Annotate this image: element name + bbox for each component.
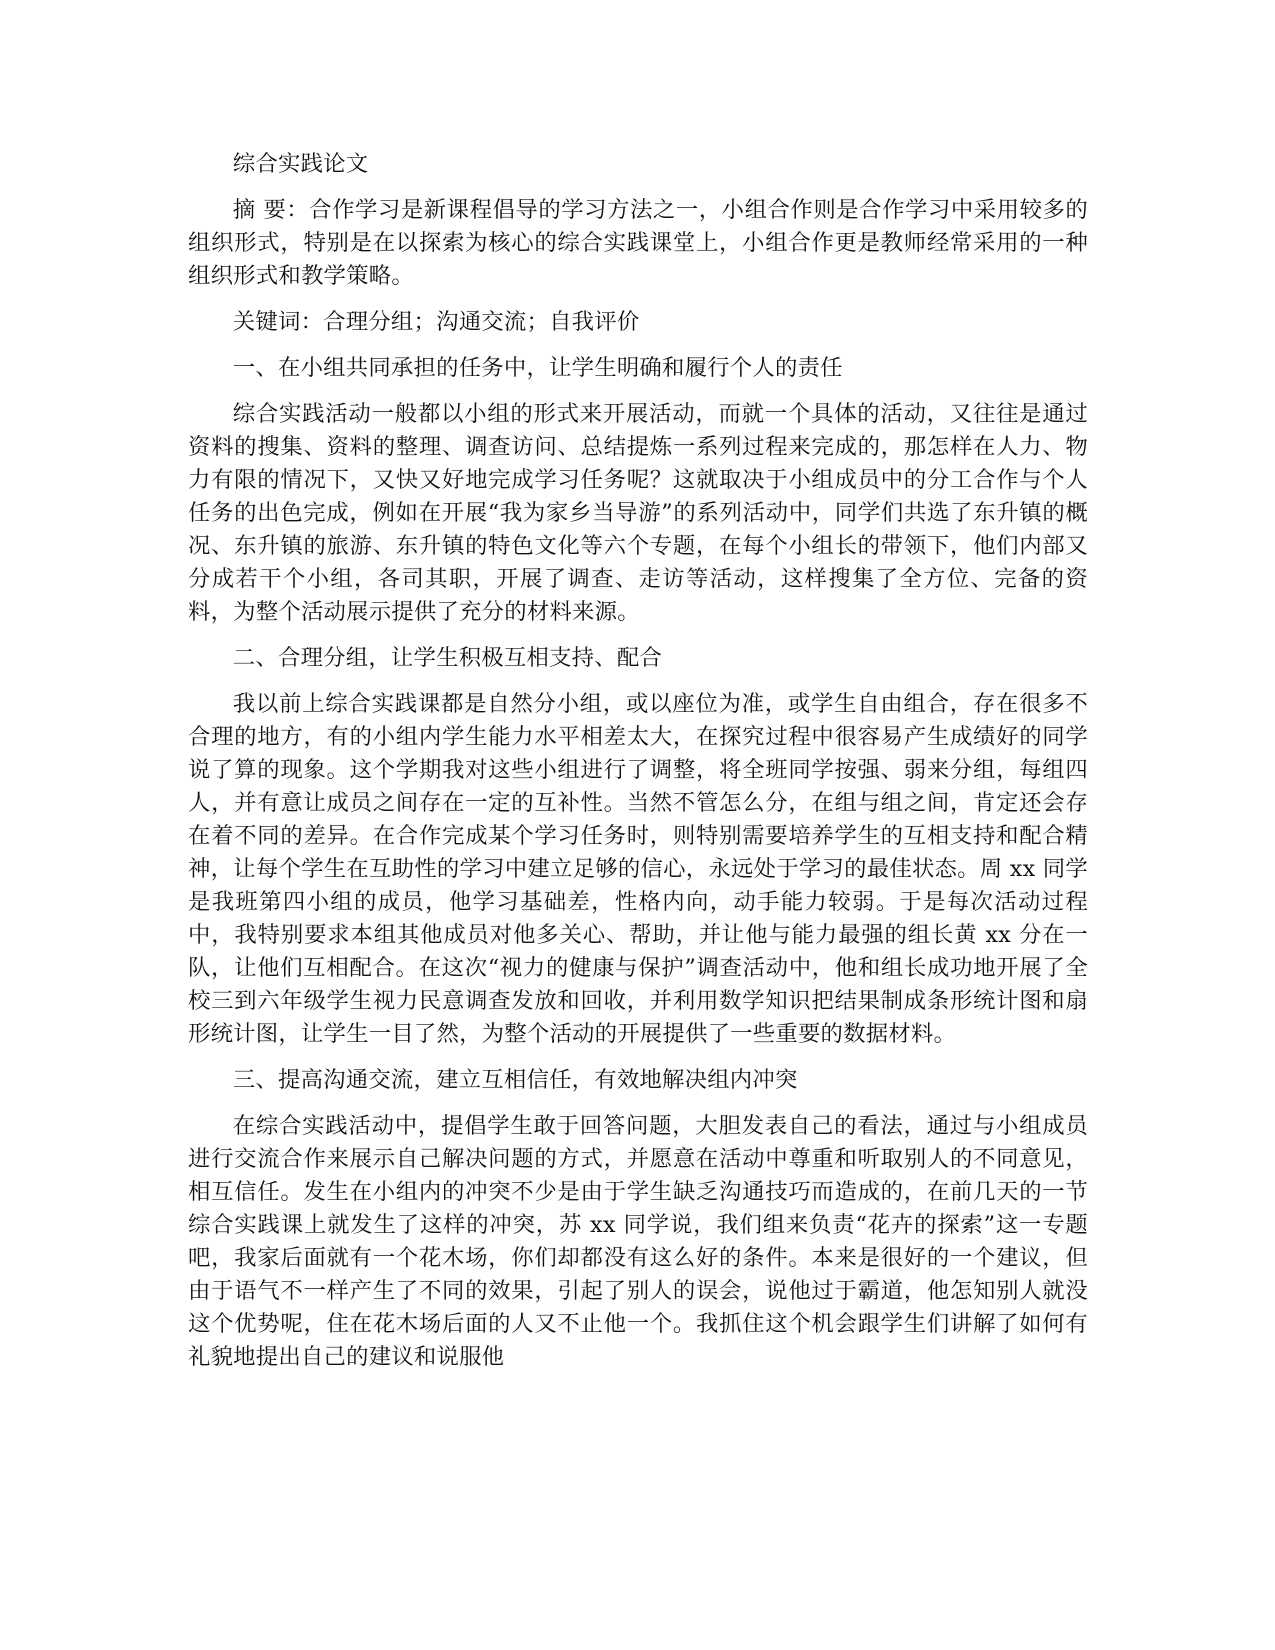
- section-2-heading: 二、合理分组，让学生积极互相支持、配合: [232, 645, 663, 671]
- document-title: 综合实践论文: [232, 151, 369, 177]
- section-2-body: 我以前上综合实践课都是自然分小组，或以座位为准，或学生自由组合，存在很多不合理的地方，有的小组内学生能力水平相差太大，在探究过程中很容易产生成绩好的同学说了算的现象。这个学期我对这些小组进行了调整，将全班同学按强、弱来分组，每组四人，并有意让成员之间存在一定的互补性。当然不管怎么分，在组与组之间，肯定还会存在着不同的差异。在合作完成某个学习任务时，则特别需要培养学生的互相支持和配合精神，让每个学生在互助性的学习中建立足够的信心，永远处于学习的最佳状态。周 xx 同学是我班第四小组的成员，他学习基础差，性格内向，动手能力较弱。于是每次活动过程中，我特别要求本组其他成员对他多关心、帮助，并让他与能力最强的组长黄 xx 分在一队，让他们互相配合。在这次“视力的健康与保护”调查活动中，他和组长成功地开展了全校三到六年级学生视力民意调查发放和回收，并利用数学知识把结果制成条形统计图和扇形统计图，让学生一目了然，为整个活动的开展提供了一些重要的数据材料。: [188, 691, 1088, 1047]
- section-1-heading: 一、在小组共同承担的任务中，让学生明确和履行个人的责任: [232, 355, 843, 381]
- abstract-paragraph: 摘 要：合作学习是新课程倡导的学习方法之一，小组合作则是合作学习中采用较多的组织形式，特别是在以探索为核心的综合实践课堂上，小组合作更是教师经常采用的一种组织形式和教学策略。: [188, 197, 1088, 289]
- section-1-body: 综合实践活动一般都以小组的形式来开展活动，而就一个具体的活动，又往往是通过资料的搜集、资料的整理、调查访问、总结提炼一系列过程来完成的，那怎样在人力、物力有限的情况下，又快又好地完成学习任务呢？这就取决于小组成员中的分工合作与个人任务的出色完成，例如在开展“我为家乡当导游”的系列活动中，同学们共选了东升镇的概况、东升镇的旅游、东升镇的特色文化等六个专题，在每个小组长的带领下，他们内部又分成若干个小组，各司其职，开展了调查、走访等活动，这样搜集了全方位、完备的资料，为整个活动展示提供了充分的材料来源。: [188, 401, 1088, 625]
- document-body: [188, 148, 1088, 1374]
- section-3-body: 在综合实践活动中，提倡学生敢于回答问题，大胆发表自己的看法，通过与小组成员进行交流合作来展示自己解决问题的方式，并愿意在活动中尊重和听取别人的不同意见，相互信任。发生在小组内的冲突不少是由于学生缺乏沟通技巧而造成的，在前几天的一节综合实践课上就发生了这样的冲突，苏 xx 同学说，我们组来负责“花卉的探索”这一专题吧，我家后面就有一个花木场，你们却都没有这么好的条件。本来是很好的一个建议，但由于语气不一样产生了不同的效果，引起了别人的误会，说他过于霸道，他怎知别人就没这个优势呢，住在花木场后面的人又不止他一个。我抓住这个机会跟学生们讲解了如何有礼貌地提出自己的建议和说服他: [188, 1113, 1088, 1370]
- keywords-line: 关键词：合理分组；沟通交流；自我评价: [232, 309, 640, 335]
- section-3-heading: 三、提高沟通交流，建立互相信任，有效地解决组内冲突: [232, 1067, 798, 1093]
